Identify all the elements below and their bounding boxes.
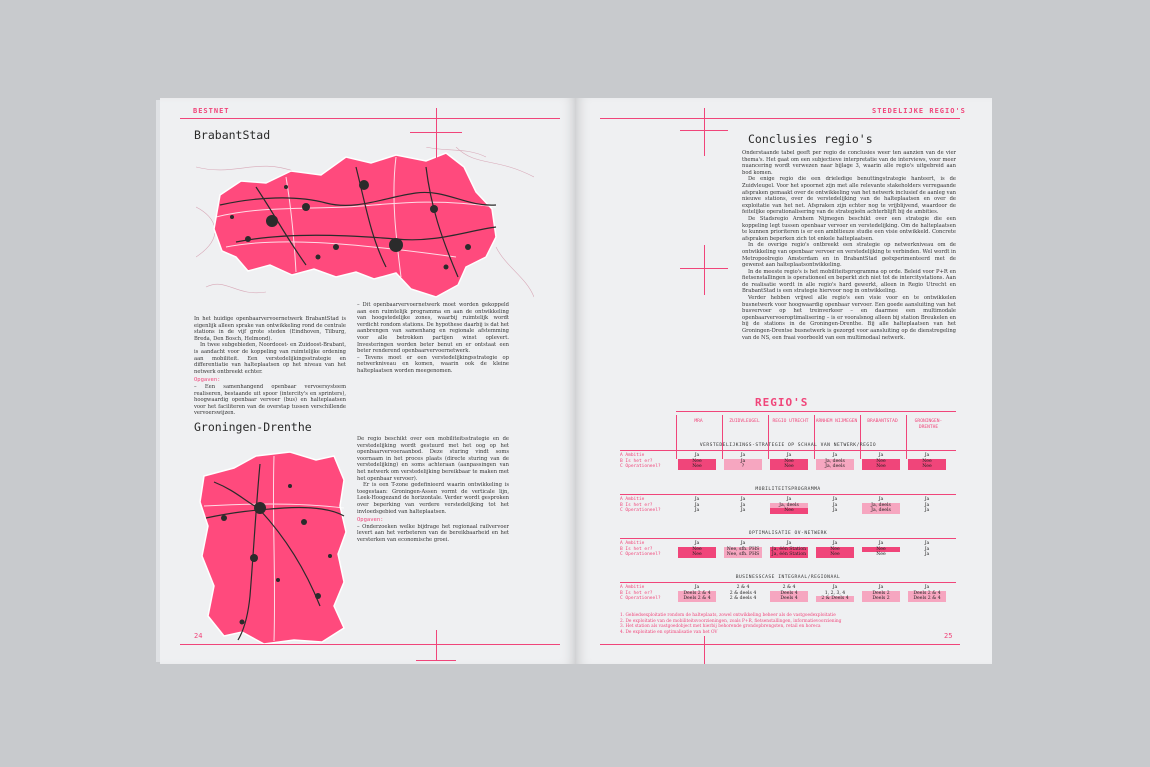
table-section-title: MOBILITEITSPROGRAMMA (755, 487, 821, 492)
cell-value: Ja (924, 546, 930, 552)
cell-value: Ja (694, 541, 700, 546)
table-cell (770, 497, 808, 514)
column-header-label: ZUIDVLEUGEL (729, 419, 760, 424)
table-cell (862, 497, 900, 514)
crop-mark (704, 108, 705, 156)
table-cell (770, 453, 808, 470)
row-labels (620, 497, 661, 514)
row-label: B Is het er? (620, 458, 653, 464)
crop-mark (704, 245, 705, 295)
cell-value: Deels 4 (770, 596, 808, 602)
cell-value: Nee (862, 464, 900, 470)
paragraph: De enige regio die een drieledige benuttingstrategie hanteert, is de Zuidvleugel. Voor het spoornet zijn met alle relevante stakeholders verregaande afspraken gemaakt over de ontwikkeling van het netwerk inclusief de aanleg van nieuwe stations, over de verstedelijking van de halteplaatsen en over de exploitatie van het net. Afspraken zijn echter nog te vrijblijvend, waardoor de feitelijke operationalisering van de strategieën achterblijft bij de ambities. (742, 176, 956, 216)
brabantstad-col2 (357, 302, 509, 375)
cell-value: 2 & deels 4 (729, 590, 757, 596)
row-label: C Operationeel? (620, 552, 661, 558)
cell-value: Ja (724, 459, 762, 465)
cell-value: ? (724, 464, 762, 470)
running-head-left: BESTNET (193, 107, 230, 115)
cell-value: Ja (924, 552, 930, 558)
section-title-brabantstad: BrabantStad (194, 128, 271, 142)
cell-value: Ja (694, 502, 700, 508)
cell-value: Ja (694, 497, 700, 502)
table-cell (678, 453, 716, 470)
cell-value: Deels 2 & 4 (678, 591, 716, 597)
table-cell (862, 541, 900, 558)
paragraph: De Stadsregio Arnhem Nijmegen beschikt over een strategie die een koppeling legt tussen openbaar vervoer en verstedelijking. Om de halteplaatsen te kunnen prioriteren is er een ambitieuze studie een visie ontwikkeld. Concrete afspraken beperken zich tot enkele halteplaatsen. (742, 215, 956, 242)
table-cell (678, 497, 716, 514)
cell-value: Ja (832, 497, 838, 502)
crop-mark (704, 636, 705, 664)
cell-value: Deels 4 (770, 591, 808, 597)
cell-value: Ja (924, 585, 930, 590)
cell-value: Ja (832, 541, 838, 546)
cell-value: Ja (694, 508, 700, 514)
cell-value: Ja (878, 541, 884, 546)
table-notes (620, 613, 841, 635)
cell-value: Deels 2 (862, 596, 900, 602)
table-cell (724, 497, 762, 514)
cell-value: Nee (816, 552, 854, 558)
column-header-label: ARNHEM NIJMEGEN (815, 419, 858, 424)
crop-line (600, 118, 960, 119)
cell-value: Ja (740, 453, 746, 458)
cell-value: Nee (876, 552, 886, 558)
page-number-right: 25 (944, 632, 953, 640)
cell-value: Ja (740, 502, 746, 508)
note: 2. De exploitatie van de mobiliteitsvoorzieningen, zoals P+R, fietsenstallingen, informatievoorziening (620, 618, 842, 624)
cell-value: Nee, sfh. PHS (724, 552, 762, 558)
row-label: C Operationeel? (620, 596, 661, 602)
cell-value: Deels 2 & 4 (908, 596, 946, 602)
cell-value: Deels 2 (862, 591, 900, 597)
list-item: – Een samenhangend openbaar vervoersysteem realiseren, bestaande uit spoor (intercity's en sprinters), hoogwaardig openbaar vervoer (bus) en halteplaatsen voor het faciliteren van de overstap tussen verschillende vervoerswijzen. (194, 383, 346, 417)
cell-value: Ja (878, 497, 884, 502)
cell-value: Ja (832, 502, 838, 508)
crop-mark (410, 132, 462, 133)
list-item: – Dit openbaarvervoernetwerk moet worden gekoppeld aan een ruimtelijk programma en aan de ontwikkeling van hoogstedelijke zones, waarbij ruimtelijk wordt verdicht rondom stations. De hypothese daarbij is dat het aanbrengen van samenhang en regionale afstemming voor alle betrokken partijen winst oplevert. Investeringen worden beter benut en er ontstaat een beter renderend openbaarvervoernetwerk. (357, 302, 509, 355)
table-cell (816, 585, 854, 602)
page-number-left: 24 (194, 632, 203, 640)
brabantstad-col1 (194, 316, 346, 417)
row-label: A Ambitie (620, 453, 645, 458)
row-labels (620, 585, 661, 602)
cell-value: Deels 2 & 4 (678, 596, 716, 602)
table-cell (862, 585, 900, 602)
paragraph: De regio beschikt over een mobiliteitsstrategie en de verstedelijking wordt gestuurd met het oog op het openbaarvervoeraanbod. Deze sturing vindt soms voornaam in het proces plaats (directe sturing van de verstedelijking) en soms achteraan (aanpassingen van het netwerk om verstedelijking bereikbaar te maken met het openbaar vervoer). (357, 436, 509, 482)
row-label: A Ambitie (620, 541, 645, 546)
cell-value: Ja (924, 497, 930, 502)
page-title: Conclusies regio's (748, 132, 873, 146)
cell-value: Ja, deels (770, 503, 808, 509)
table-cell (724, 453, 762, 470)
row-label: B Is het er? (620, 590, 653, 596)
table-section-line (620, 450, 956, 451)
row-label: A Ambitie (620, 497, 645, 502)
cell-value: Ja (740, 497, 746, 502)
row-label: B Is het er? (620, 546, 653, 552)
paragraph: Onderstaande tabel geeft per regio de conclusies weer ten aanzien van de vier thema's. Het gaat om een subjectieve interpretatie van de interviews, voor meer nuancering wordt verwezen naar bijlage 3, waarin alle regio's uitgebreid aan bod komen. (742, 150, 956, 176)
table-cell (908, 453, 946, 470)
row-label: C Operationeel? (620, 508, 661, 514)
paragraph: In twee subgebieden, Noordoost- en Zuidoost-Brabant, is aandacht voor de koppeling van ruimtelijke ordening aan mobiliteit. Een verstedelijkingsstrategie en differentiatie van halteplaatsen op het niveau van het netwerk ontbreekt echter. (194, 342, 346, 375)
cell-value: Ja (924, 508, 930, 514)
cell-value: Nee (770, 464, 808, 470)
cell-value: Ja (832, 585, 838, 590)
crop-mark (680, 268, 728, 269)
table-section-title: BUSINESSCASE INTEGRAAL/REGIONAAL (735, 575, 841, 580)
table-cell (908, 497, 946, 514)
cell-value: Nee (678, 464, 716, 470)
conclusies-text (742, 150, 956, 341)
cell-value: Ja (786, 453, 792, 458)
crop-mark (436, 108, 437, 158)
cell-value: Ja, deels (816, 459, 854, 465)
cell-value: Ja, één Station (771, 552, 807, 558)
cell-value: Nee, sfh. PHS (724, 547, 762, 553)
cell-value: Ja (740, 508, 746, 514)
cell-value: Nee (862, 459, 900, 465)
table-cell (678, 541, 716, 558)
cell-value: 2 & 4 (736, 585, 750, 590)
table-cell (724, 541, 762, 558)
list-item: – Tevens moet er een verstedelijkingsstrategie op netwerkniveau en komen, waarin ook de kleine halteplaatsen worden meegenomen. (357, 354, 509, 374)
row-labels (620, 541, 661, 558)
cell-value: Ja (878, 453, 884, 458)
column-header-label: BRABANTSTAD (867, 419, 898, 424)
cell-value: Ja (740, 541, 746, 546)
cell-value: Nee (770, 508, 808, 514)
table-title: REGIO'S (755, 396, 809, 409)
row-label: B Is het er? (620, 502, 653, 508)
cell-value: Nee (678, 459, 716, 465)
cell-value: Ja, deels (816, 464, 854, 470)
brabantstad-map (196, 147, 534, 307)
crop-line (600, 644, 960, 645)
row-label: A Ambitie (620, 585, 645, 590)
table-cell (862, 453, 900, 470)
cell-value: Ja (694, 453, 700, 458)
list-item: – Onderzoeken welke bijdrage het regionaal railvervoer levert aan het verbeteren van de bereikbaarheid en het versterken van economische groei. (357, 523, 509, 543)
section-title-groningen-drenthe: Groningen-Drenthe (194, 420, 312, 434)
table-top-line (676, 411, 956, 412)
table-cell (770, 541, 808, 558)
crop-mark (416, 660, 456, 661)
table-section-line (620, 494, 956, 495)
note: 4. De exploitatie en optimalisatie van het OV (620, 629, 718, 635)
note: 3. Het station als vastgoedobject met hierbij behorende grondopbrengsten, retail en horeca (620, 624, 821, 630)
crop-mark (680, 130, 728, 131)
cell-value: Ja (832, 508, 838, 514)
paragraph: Verder hebben vrijwel alle regio's een visie voor en te ontwikkelen busnetwerk voor hoogwaardig openbaar vervoer. Een goede aansluiting van het busvervoer op het treinverkeer – en daarmee een multimodale openbaarvervoeroptimalisering – is er vooralsnog alleen bij station Breukelen en bij de stations in de Groningen-Drenthe. Bij alle halteplaatsen van het Groningen-Drentse busnetwerk is gezorgd voor aansluiting op de dienstregeling van de NS, een fraai voorbeeld van een multimodaal netwerk. (742, 295, 956, 341)
cell-value: 2 & 4 (782, 585, 796, 590)
cell-value: Ja (786, 497, 792, 502)
crop-line (180, 118, 560, 119)
cell-value: 2 & deels 4 (729, 596, 757, 602)
table-cell (678, 585, 716, 602)
cell-value: Ja (694, 585, 700, 590)
subheading-opgaven: Opgaven: (357, 517, 384, 524)
paragraph: In de overige regio's ontbreekt een strategie op netwerkniveau om de ontwikkeling van openbaar vervoer en verstedelijking te verbinden. Wel wordt in Metropoolregio Amsterdam en in BrabantStad geëxperimenteerd met de gewenst aan halteplaatsontwikkeling. (742, 242, 956, 269)
groningen-drenthe-text (357, 436, 509, 544)
row-labels (620, 453, 661, 470)
column-header-label: GRONINGEN-DRENTHE (914, 419, 943, 430)
running-head-right: STEDELIJKE REGIO'S (872, 107, 966, 115)
cell-value: 1, 2, 3, 4 (824, 590, 846, 596)
cell-value: Ja, deels (862, 508, 900, 514)
table-cell (724, 585, 762, 602)
cell-value: 2 & Deels 4 (816, 596, 854, 602)
cell-value: Ja (878, 585, 884, 590)
row-label: C Operationeel? (620, 464, 661, 470)
crop-mark (436, 630, 437, 660)
column-header-label: REGIO UTRECHT (772, 419, 809, 424)
crop-line (180, 644, 560, 645)
cell-value: Nee (678, 547, 716, 553)
cell-value: Nee (678, 552, 716, 558)
table-section-line (620, 582, 956, 583)
column-header-label: MRA (694, 419, 703, 424)
cell-value: Nee (908, 459, 946, 465)
cell-value: Nee (816, 547, 854, 553)
paragraph: In de meeste regio's is het mobiliteitsprogramma op orde. Beleid voor P+R en fietsenstallingen is operationeel en beperkt zich niet tot de intercitystations. Aan de realisatie wordt in alle regio's hard gewerkt, alleen in Regio Utrecht en BrabantStad is een strategie hiervoor nog in ontwikkeling. (742, 268, 956, 295)
table-section-title: OPTIMALISATIE OV-NETWERK (748, 531, 828, 536)
groningen-drenthe-map (194, 446, 356, 646)
cell-value: Nee (770, 459, 808, 465)
cell-value: Ja, deels (862, 503, 900, 509)
cell-value: Nee (908, 464, 946, 470)
table-cell (816, 541, 854, 558)
table-cell (816, 453, 854, 470)
cell-value: Deels 2 & 4 (908, 591, 946, 597)
table-section-line (620, 538, 956, 539)
table-cell (816, 497, 854, 514)
paragraph: In het huidige openbaarvervoernetwerk BrabantStad is eigenlijk alleen sprake van ontwikkeling rond de centrale stations in de vijf grote steden (Eindhoven, Tilburg, Breda, Den Bosch, Helmond). (194, 316, 346, 342)
note: 1. Gebiedsexploitatie rondom de halteplaats, zowel ontwikkeling beheer als de vastgoedexploitatie (620, 613, 836, 618)
table-cell (908, 541, 946, 558)
cell-value: Ja (924, 541, 930, 546)
table-cell (908, 585, 946, 602)
table-cell (770, 585, 808, 602)
cell-value: Ja (832, 453, 838, 458)
cell-value: Nee (862, 547, 900, 553)
cell-value: Ja (786, 541, 792, 546)
table-section-title: VERSTEDELIJKINGS-STRATEGIE OP SCHAAL VAN NETWERK/REGIO (699, 443, 877, 448)
paragraph: Er is een T-zone gedefinieerd waarin ontwikkeling is toegestaan: Groningen-Assen vormt de verticale lijn, Leek-Hoogezand de horizontale. Verder wordt gesproken over beperking van verdere verstedelijking tot het invloedsgebied van halteplaatsen. (357, 482, 509, 515)
cell-value: Ja (924, 453, 930, 458)
subheading-opgaven: Opgaven: (194, 377, 221, 384)
cell-value: Ja (924, 502, 930, 508)
cell-value: Ja, één Station (771, 546, 807, 552)
